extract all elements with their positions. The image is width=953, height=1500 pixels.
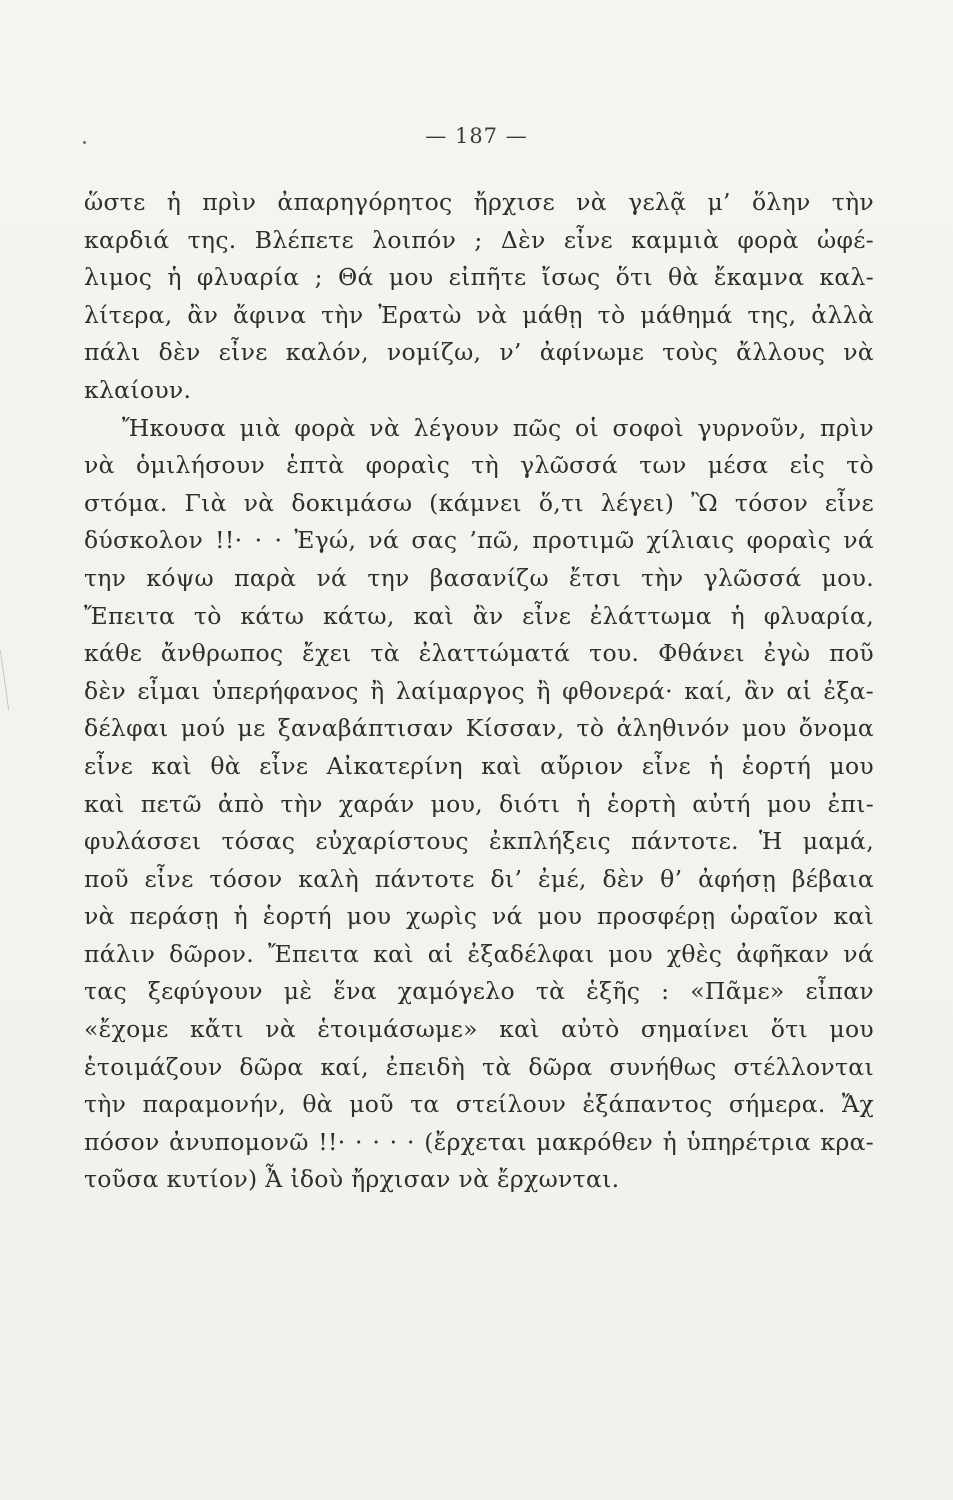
- text-line: φυλάσσει τόσας εὐχαρίστους ἐκπλήξεις πάντοτε. Ἡ μαμά,: [84, 827, 874, 856]
- text-line: τοῦσα κυτίον) Ἆ ἰδοὺ ἤρχισαν νὰ ἔρχωνται.: [84, 1165, 620, 1194]
- text-line: εἶνε καὶ θὰ εἶνε Αἰκατερίνη καὶ αὔριον εἶνε ἡ ἑορτή μου: [84, 751, 874, 780]
- text-line: Ἔπειτα τὸ κάτω κάτω, καὶ ἂν εἶνε ἐλάττωμα ἡ φλυαρία,: [84, 601, 874, 630]
- text-line: πόσον ἀνυπομονῶ !!· · · · · (ἔρχεται μακρόθεν ἡ ὑπηρέτρια κρα-: [84, 1127, 874, 1156]
- text-line: πάλιν δῶρον. Ἔπειτα καὶ αἱ ἐξαδέλφαι μου χθὲς ἀφῆκαν νά: [84, 939, 874, 968]
- text-line: νὰ περάσῃ ἡ ἑορτή μου χωρὶς νά μου προσφέρῃ ὡραῖον καὶ: [84, 902, 874, 931]
- text-line: καρδιά της. Βλέπετε λοιπόν ; Δὲν εἶνε καμμιὰ φορὰ ὠφέ-: [84, 225, 874, 254]
- text-line: την κόψω παρὰ νά την βασανίζω ἔτσι τὴν γλῶσσά μου.: [84, 563, 874, 592]
- body-text: [84, 184, 874, 1199]
- text-line: τας ξεφύγουν μὲ ἕνα χαμόγελο τὰ ἑξῆς : «Πᾶμε» εἶπαν: [84, 977, 874, 1006]
- text-line: δύσκολον !!· · · Ἐγώ, νά σας ’πῶ, προτιμῶ χίλιαις φοραὶς νά: [84, 526, 874, 555]
- text-line: Ἤκουσα μιὰ φορὰ νὰ λέγουν πῶς οἱ σοφοὶ γυρνοῦν, πρὶν: [122, 413, 874, 442]
- text-line: κάθε ἄνθρωπος ἔχει τὰ ἐλαττώματά του. Φθάνει ἐγὼ ποῦ: [84, 639, 874, 668]
- text-line: κλαίουν.: [84, 375, 192, 404]
- text-line: ἑτοιμάζουν δῶρα καί, ἐπειδὴ τὰ δῶρα συνήθως στέλλονται: [84, 1052, 874, 1081]
- text-line: δὲν εἶμαι ὑπερήφανος ἢ λαίμαργος ἢ φθονερά· καί, ἂν αἱ ἐξα-: [84, 676, 874, 705]
- text-line: δέλφαι μού με ξαναβάπτισαν Κίσσαν, τὸ ἀληθινόν μου ὄνομα: [84, 714, 874, 743]
- text-line: νὰ ὁμιλήσουν ἑπτὰ φοραὶς τὴ γλῶσσά των μέσα εἰς τὸ: [84, 451, 874, 480]
- text-line: λιμος ἡ φλυαρία ; Θά μου εἰπῆτε ἴσως ὅτι θὰ ἔκαμνα καλ-: [84, 263, 874, 292]
- text-line: «ἔχομε κἄτι νὰ ἑτοιμάσωμε» καὶ αὐτὸ σημαίνει ὅτι μου: [84, 1015, 874, 1044]
- text-line: ὥστε ἡ πρὶν ἀπαρηγόρητος ἤρχισε νὰ γελᾷ μ’ ὅλην τὴν: [84, 188, 874, 216]
- text-line: λίτερα, ἂν ἄφινα τὴν Ἐρατὼ νὰ μάθῃ τὸ μάθημά της, ἀλλὰ: [84, 300, 874, 329]
- margin-shadow: [0, 650, 23, 710]
- text-line: τὴν παραμονήν, θὰ μοῦ τα στείλουν ἐξάπαντος σήμερα. Ἄχ: [84, 1090, 874, 1119]
- text-line: πάλι δὲν εἶνε καλόν, νομίζω, ν’ ἀφίνωμε τοὺς ἄλλους νὰ: [84, 338, 874, 367]
- text-line: καὶ πετῶ ἀπὸ τὴν χαράν μου, διότι ἡ ἑορτὴ αὐτή μου ἐπι-: [84, 789, 874, 818]
- text-line: ποῦ εἶνε τόσον καλὴ πάντοτε δι’ ἐμέ, δὲν θ’ ἀφήσῃ βέβαια: [84, 864, 874, 893]
- text-line: στόμα. Γιὰ νὰ δοκιμάσω (κάμνει ὅ,τι λέγει) Ὢ τόσον εἶνε: [84, 488, 874, 517]
- page-number: — 187 —: [425, 124, 528, 148]
